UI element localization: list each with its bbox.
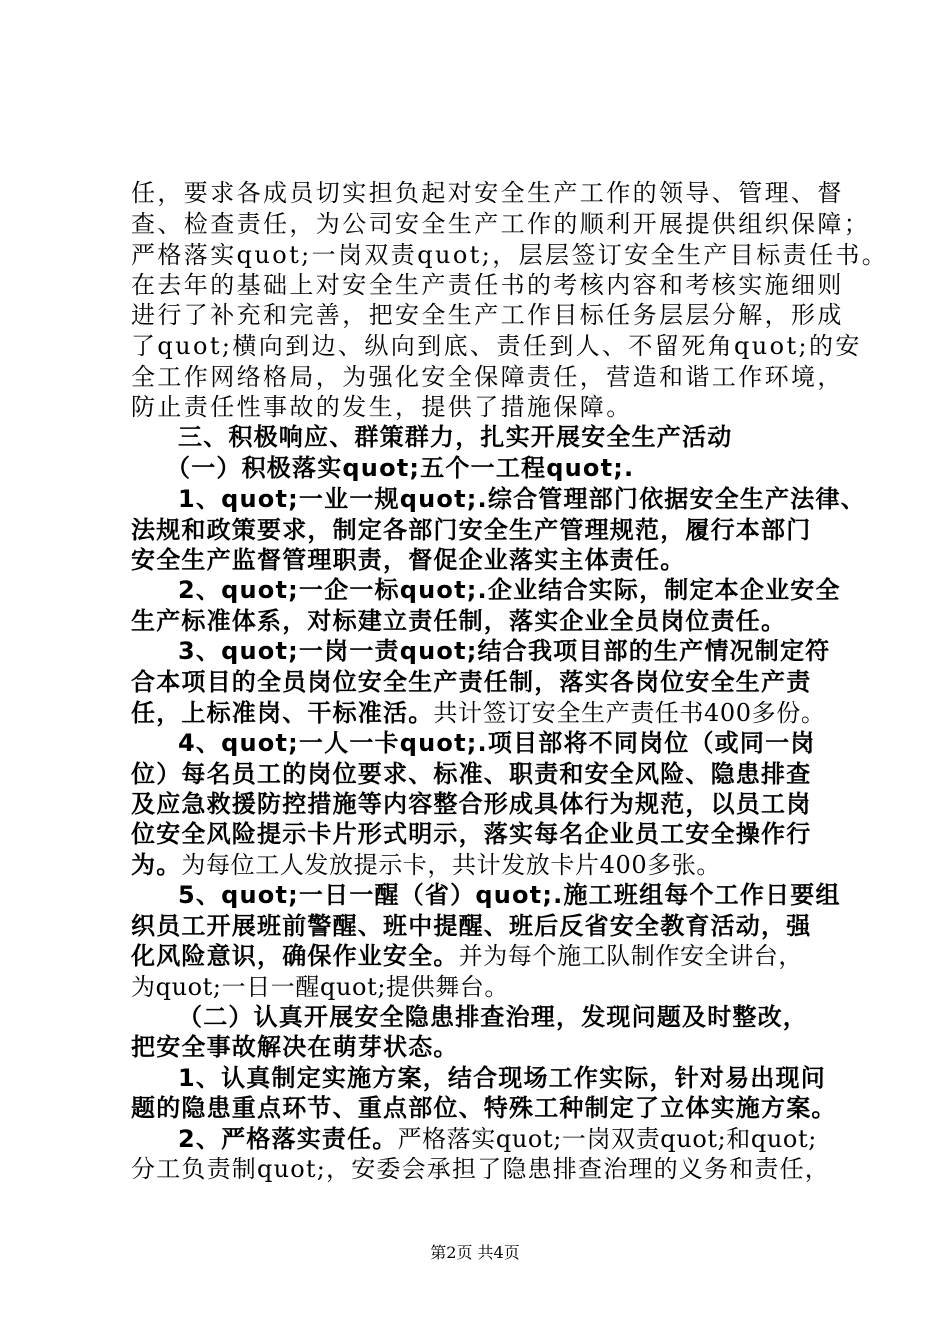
line-segment-regular: 共计签订安全生产责任书400多份。	[433, 699, 826, 727]
page-footer: 第2页 共4页	[430, 1243, 520, 1262]
subsection-heading: 把安全事故解决在萌芽状态。	[131, 1033, 459, 1061]
paragraph-line	[131, 698, 825, 728]
paragraph-line: 严格落实quot;一岗双责quot;，层层签订安全生产目标责任书。	[131, 241, 889, 269]
line-segment-regular: 为每位工人发放提示卡，共计发放卡片400多张。	[181, 851, 722, 879]
paragraph-line: 题的隐患重点环节、重点部位、特殊工种制定了立体实施方案。	[131, 1094, 837, 1122]
paragraph-line: 查、检查责任，为公司安全生产工作的顺利开展提供组织保障；	[131, 210, 871, 238]
paragraph-line: 合本项目的全员岗位安全生产责任制，落实各岗位安全生产责	[131, 668, 812, 696]
paragraph-line	[131, 941, 803, 971]
section-heading: 三、积极响应、群策群力，扎实开展安全生产活动	[178, 423, 733, 451]
paragraph-line: 织员工开展班前警醒、班中提醒、班后反省安全教育活动，强	[131, 912, 812, 940]
paragraph-line: 法规和政策要求，制定各部门安全生产管理规范，履行本部门	[131, 516, 812, 544]
paragraph-line: 3、quot;一岗一责quot;结合我项目部的生产情况制定符	[178, 637, 831, 665]
paragraph-line: 安全生产监督管理职责，督促企业落实主体责任。	[131, 546, 686, 574]
paragraph-line: 进行了补充和完善，把安全生产工作目标任务层层分解，形成	[131, 301, 844, 329]
line-segment-regular: 并为每个施工队制作安全讲台，	[458, 942, 804, 970]
paragraph-line	[131, 850, 721, 880]
line-segment-bold: 2、严格落实责任。	[178, 1125, 398, 1153]
paragraph-line: 1、quot;一业一规quot;.综合管理部门依据安全生产法律、	[178, 485, 866, 513]
paragraph-line: 5、quot;一日一醒（省）quot;.施工班组每个工作日要组	[178, 881, 841, 909]
paragraph-line: 2、quot;一企一标quot;.企业结合实际，制定本企业安全	[178, 576, 841, 604]
paragraph-line: 防止责任性事故的发生，提供了措施保障。	[131, 393, 633, 421]
line-segment-bold: 化风险意识，确保作业安全。	[131, 942, 459, 970]
paragraph-line: 及应急救援防控措施等内容整合形成具体行为规范，以员工岗	[131, 790, 812, 818]
paragraph-line: 任，要求各成员切实担负起对安全生产工作的领导、管理、督	[131, 179, 844, 207]
paragraph-line: 分工负责制quot;，安委会承担了隐患排查治理的义务和责任，	[131, 1155, 830, 1183]
paragraph-line	[178, 1124, 817, 1154]
paragraph-line: 4、quot;一人一卡quot;.项目部将不同岗位（或同一岗	[178, 729, 816, 757]
subsection-heading: （二）认真开展安全隐患排查治理，发现问题及时整改，	[178, 1003, 808, 1031]
line-segment-bold: 任，上标准岗、干标准活。	[131, 699, 434, 727]
paragraph-line: 在去年的基础上对安全生产责任书的考核内容和考核实施细则	[131, 271, 844, 299]
paragraph-line: 为quot;一日一醒quot;提供舞台。	[131, 973, 509, 1001]
paragraph-line: 全工作网络格局，为强化安全保障责任，营造和谐工作环境，	[131, 363, 844, 391]
subsection-heading: （一）积极落实quot;五个一工程quot;.	[166, 454, 635, 482]
paragraph-line: 位安全风险提示卡片形式明示，落实每名企业员工安全操作行	[131, 820, 812, 848]
paragraph-line: 1、认真制定实施方案，结合现场工作实际，针对易出现问	[178, 1064, 826, 1092]
line-segment-bold: 为。	[131, 851, 182, 879]
paragraph-line: 了quot;横向到边、纵向到底、责任到人、不留死角quot;的安	[131, 332, 862, 360]
line-segment-regular: 严格落实quot;一岗双责quot;和quot;	[397, 1125, 817, 1153]
paragraph-line: 生产标准体系，对标建立责任制，落实企业全员岗位责任。	[131, 607, 787, 635]
paragraph-line: 位）每名员工的岗位要求、标准、职责和安全风险、隐患排查	[131, 760, 812, 788]
